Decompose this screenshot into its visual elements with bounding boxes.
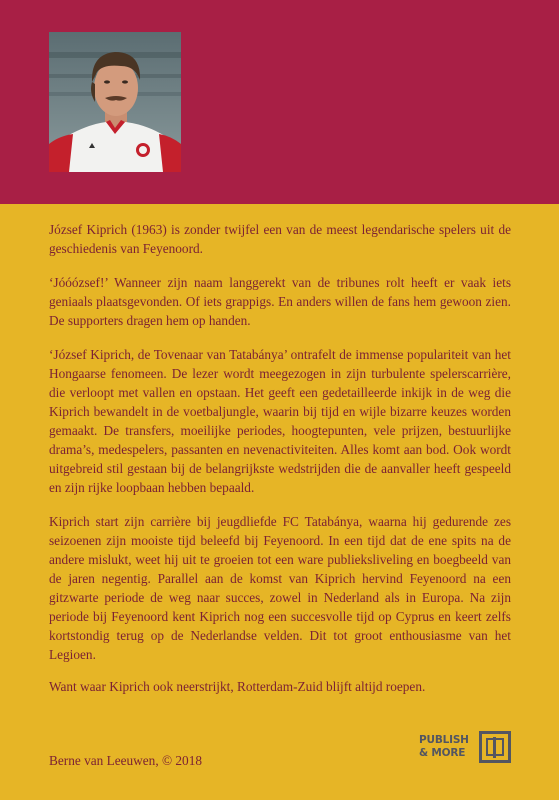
blurb-paragraph-book: ‘József Kiprich, de Tovenaar van Tatabánya’ ontrafelt de immense populariteit van het Hongaarse fenomeen. De lezer wordt meegezogen in zijn turbulente spelerscarrière, die verloopt met vallen en opstaan. Het geeft een gedetailleerde inkijk in de weg die Kiprich bewandelt in de voetbaljungle, waarin bij tijd en wijle bizarre keuzes worden gemaakt. De transfers, moeilijke periodes, hoogtepunten, vele prijzen, bestuurlijke drama’s, medespelers, passanten en nevenactiviteiten. Alles komt aan bod. Ook wordt uitgebreid stil gestaan bij de belangrijkste wedstrijden die de aanvaller heeft gespeeld en zijn rijke loopbaan hebben bepaald. (49, 347, 511, 495)
publisher-logo-text (419, 734, 469, 760)
author-copyright: Berne van Leeuwen, © 2018 (49, 753, 202, 768)
pm-monogram-icon (479, 731, 511, 763)
blurb-paragraph-closing: Want waar Kiprich ook neerstrijkt, Rotterdam-Zuid blijft altijd roepen. (49, 679, 426, 694)
player-portrait-photo (49, 32, 181, 172)
blurb-paragraph-intro: József Kiprich (1963) is zonder twijfel een van de meest legendarische spelers uit de geschiedenis van Feyenoord. (49, 222, 511, 256)
publisher-logo (419, 731, 511, 765)
blurb-paragraph-career: Kiprich start zijn carrière bij jeugdliefde FC Tatabánya, waarna hij gedurende zes seizoenen zijn mooiste tijd beleefd bij Feyenoord. In een tijd dat de ene spits na de andere mislukt, weet hij uit te groeien tot een ware publieksliveling en boegbeeld van de jaren negentig. Parallel aan de komst van Kiprich hervind Feyenoord na een gitzwarte periode de weg naar succes, zowel in Nederland als in Europa. Na zijn periode bij Feyenoord kent Kiprich nog een succesvolle tijd op Cyprus en keert zelfs kortstondig terug op de Nederlandse velden. Dit tot groot enthousiasme van het Legioen. (49, 514, 511, 662)
publisher-logo-line2: & MORE (419, 747, 466, 759)
back-cover-blurb (49, 220, 511, 711)
publisher-logo-line1: PUBLISH (419, 734, 469, 746)
blurb-paragraph-chant: ‘Jóóózsef!’ Wanneer zijn naam langgerekt van de tribunes rolt heeft er vaak iets geniaals plaatsgevonden. Of iets grappigs. En anders willen de fans hem gewoon zien. De supporters dragen hem op handen. (49, 275, 511, 328)
